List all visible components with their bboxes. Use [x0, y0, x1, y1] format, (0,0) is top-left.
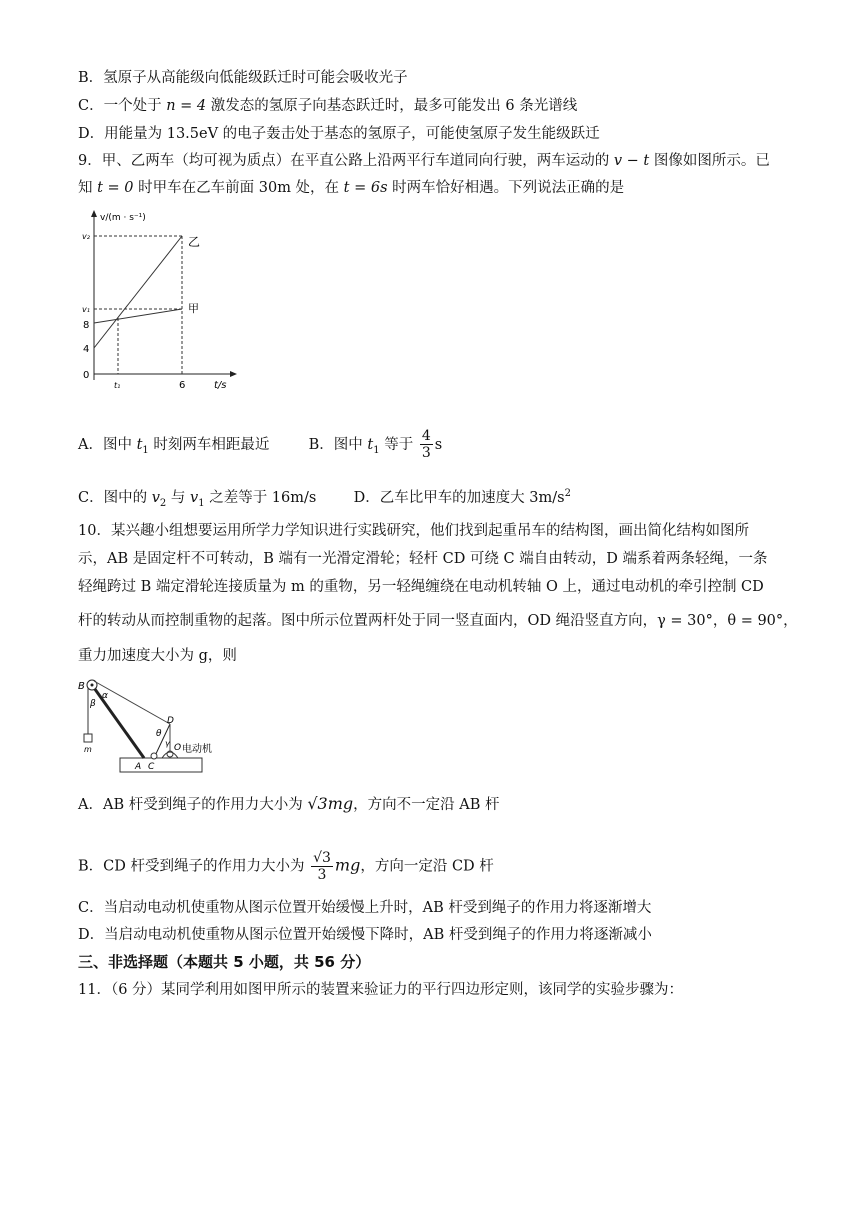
q9-option-b	[308, 428, 443, 461]
line-jia	[94, 309, 182, 323]
q9-stem2-c: 时两车恰好相遇。下列说法正确的是	[387, 180, 625, 196]
q9-options-row1	[78, 428, 800, 461]
q10-option-a	[78, 794, 800, 815]
label-beta: β	[90, 699, 96, 709]
q10-optB-num: √3	[313, 850, 331, 866]
section3-heading: 三、非选择题（本题共 5 小题，共 56 分）	[78, 953, 371, 971]
label-gamma: γ	[165, 739, 170, 748]
q9-optC-mid: 与	[166, 489, 191, 506]
hinge-c	[151, 753, 157, 759]
q10-stem-line3: 轻绳跨过 B 端定滑轮连接质量为 m 的重物，另一轻绳缠绕在电动机转轴 O 上，通过电动机的牵引控制 CD	[78, 579, 764, 595]
q10-optA-post: ，方向不一定沿 AB 杆	[353, 797, 500, 813]
x-axis-arrow	[230, 371, 237, 377]
q9-vt-graph	[74, 208, 244, 398]
q9-stem1-post: 图像如图所示。已	[649, 153, 770, 169]
q9-stem1-math: v − t	[613, 153, 650, 169]
label-theta: θ	[156, 729, 162, 739]
label-b: B	[78, 681, 85, 692]
tick-0: 0	[83, 370, 90, 381]
q10-optB-den: 3	[317, 867, 327, 883]
label-alpha: α	[102, 691, 108, 701]
q8-option-d: D．用能量为 13.5eV 的电子轰击处于基态的氢原子，可能使氢原子发生能级跃迁	[78, 126, 600, 142]
q9-optB-num: 4	[421, 428, 431, 444]
q10-stem-line4: 杆的转动从而控制重物的起落。图中所示位置两杆处于同一竖直面内，OD 绳沿竖直方向，γ = 30°，θ = 90°，	[78, 613, 798, 629]
mass-block	[84, 734, 92, 742]
q9-optB-pre: B．图中	[308, 436, 368, 453]
q9-optB-sub: 1	[373, 444, 380, 456]
rod-ab	[92, 685, 144, 758]
q9-optB-frac	[420, 428, 433, 461]
tick-4: 4	[83, 344, 90, 355]
q9-stem-line1	[78, 151, 800, 171]
q8-option-c-math: n = 4	[166, 98, 207, 114]
q9-optD-pre: D．乙车比甲车的加速度大	[353, 489, 530, 506]
q10-optB-post: ，方向一定沿 CD 杆	[360, 858, 494, 875]
q10-optB-math: mg	[334, 855, 361, 875]
q9-optB-mid: 等于	[379, 436, 418, 453]
y-axis-arrow	[91, 210, 97, 217]
q9-stem-line2	[78, 178, 800, 198]
label-a: A	[135, 762, 142, 772]
q9-optA-var: t	[136, 436, 143, 453]
q10-stem-line5: 重力加速度大小为 g，则	[78, 648, 237, 664]
q10-stem-line1: 10．某兴趣小组想要运用所学力学知识进行实践研究，他们找到起重吊车的结构图，画出简化结构如图所	[78, 523, 749, 539]
tick-v2: v₂	[82, 232, 90, 241]
q10-option-b	[78, 850, 800, 883]
q9-option-a	[78, 436, 274, 456]
q9-optC-pre: C．图中的	[78, 489, 152, 506]
label-o: O	[174, 743, 182, 753]
q10-crane-figure	[74, 676, 234, 778]
q9-optD-sup: 2	[564, 488, 571, 499]
q9-optB-var: t	[367, 436, 374, 453]
q9-stem2-b: 时甲车在乙车前面 30m 处，在	[133, 180, 344, 196]
q9-optC-sub1: 1	[198, 497, 205, 509]
q9-optA-sub: 1	[142, 444, 149, 456]
pulley-axle	[91, 684, 94, 687]
q8-option-c-prefix: C．一个处于	[78, 98, 167, 114]
q9-stem2-m2: t = 6s	[343, 180, 388, 196]
label-yi: 乙	[188, 235, 201, 249]
q9-optD-val: 3m/s	[529, 489, 565, 506]
label-jia: 甲	[188, 302, 199, 315]
q10-optB-pre: B．CD 杆受到绳子的作用力大小为	[78, 858, 310, 875]
tick-t1: t₁	[114, 381, 121, 390]
q9-stem2-a: 知	[78, 180, 98, 196]
line-yi	[94, 236, 182, 348]
label-d: D	[167, 716, 174, 726]
q10-stem-line2: 示，AB 是固定杆不可转动，B 端有一光滑定滑轮；轻杆 CD 可绕 C 端自由转动，D 端系着两条轻绳，一条	[78, 551, 768, 567]
y-axis-label: v/(m · s⁻¹)	[100, 213, 146, 223]
tick-v1: v₁	[82, 305, 90, 314]
q9-optB-den: 3	[421, 445, 431, 461]
q9-options-row2	[78, 484, 800, 514]
q11-stem-line1: 11．（6 分）某同学利用如图甲所示的装置来验证力的平行四边形定则，该同学的实验步骤为：	[78, 982, 684, 998]
base-platform	[120, 758, 202, 772]
q10-option-c: C．当启动电动机使重物从图示位置开始缓慢上升时，AB 杆受到绳子的作用力将逐渐增大	[78, 900, 652, 916]
q9-optC-sub2: 2	[159, 497, 167, 509]
label-m: m	[84, 745, 92, 754]
q9-stem1-pre: 9．甲、乙两车（均可视为质点）在平直公路上沿两平行车道同向行驶，两车运动的	[78, 153, 614, 169]
x-axis-label: t/s	[214, 380, 227, 391]
q9-optC-post: 之差等于 16m/s	[204, 489, 317, 506]
q8-option-c	[78, 96, 800, 116]
q9-optA-post: 时刻两车相距最近	[148, 436, 270, 453]
q10-optB-frac	[311, 850, 333, 883]
q8-option-b: B．氢原子从高能级向低能级跃迁时可能会吸收光子	[78, 70, 408, 86]
q9-optC-v2: v	[151, 489, 160, 506]
q10-optA-math: √3mg	[307, 794, 354, 813]
q8-option-c-suffix: 激发态的氢原子向基态跃迁时，最多可能发出 6 条光谱线	[206, 98, 578, 114]
q9-stem2-m1: t = 0	[97, 180, 134, 196]
q9-option-d	[354, 490, 571, 506]
tick-6: 6	[179, 380, 186, 391]
q10-optA-pre: A．AB 杆受到绳子的作用力大小为	[78, 797, 308, 813]
q9-optC-v1: v	[190, 489, 199, 506]
q9-option-c	[78, 489, 321, 509]
tick-8: 8	[83, 320, 90, 331]
label-motor: 电动机	[182, 744, 212, 755]
q9-optA-pre: A．图中	[78, 436, 137, 453]
q10-option-d: D．当启动电动机使重物从图示位置开始缓慢下降时，AB 杆受到绳子的作用力将逐渐减小	[78, 927, 652, 943]
label-c: C	[148, 762, 155, 772]
q9-optB-unit: s	[434, 436, 443, 453]
